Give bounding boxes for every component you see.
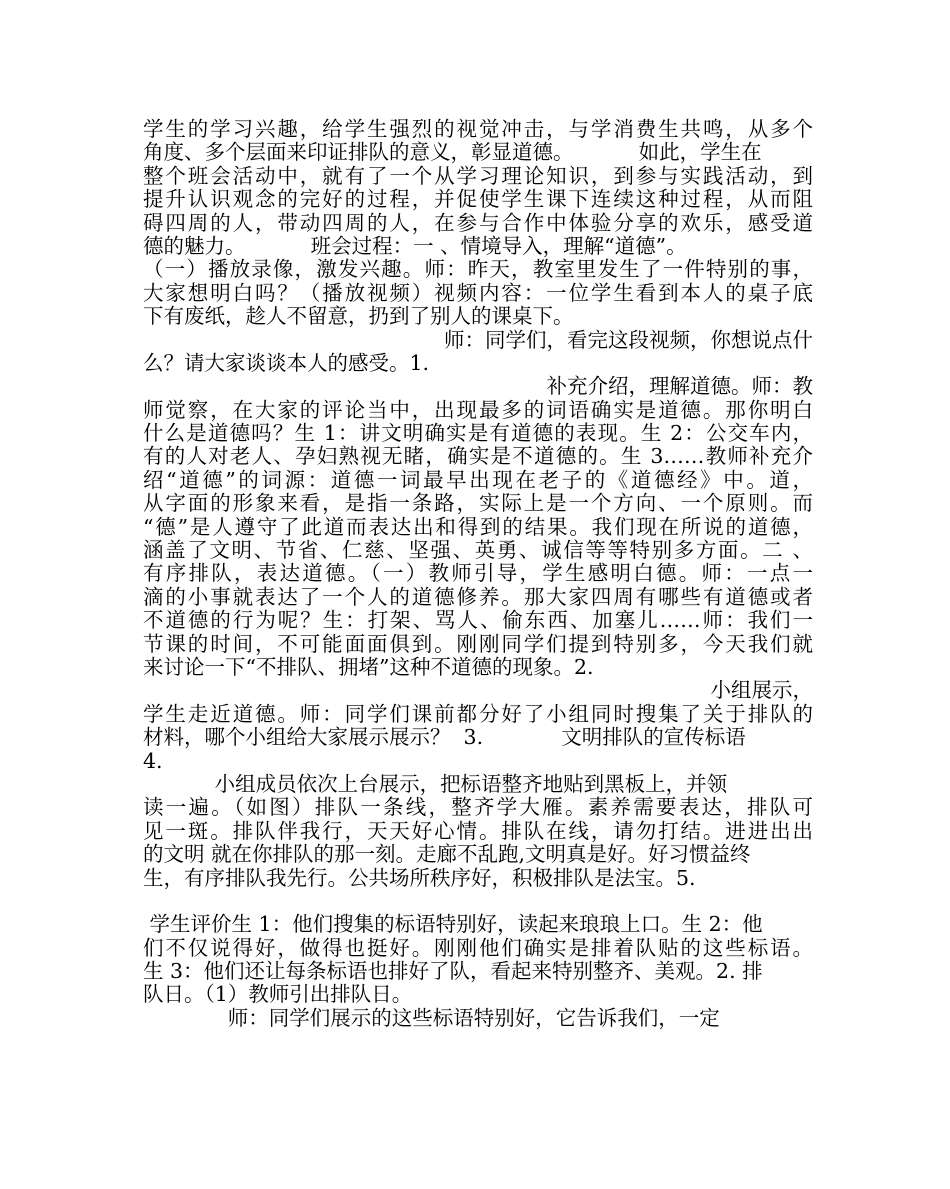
text-line: 小组成员依次上台展示，把标语整齐地贴到黑板上，并领 [143,771,728,796]
text-line: 队日。（1）教师引出排队日。 [143,982,413,1007]
text-line: 什么是道德吗？生 1：讲文明确实是有道德的表现。生 2：公交车内， [143,421,813,446]
text-line: 角度、多个层面来印证排队的意义，彰显道德。 如此，学生在 [143,140,762,165]
text-line: 材料，哪个小组给大家展示展示？ 3. 文明排队的宣传标语 [143,725,746,750]
text-line: 补充介绍，理解道德。师：教 [546,374,813,399]
text-line: 生，有序排队我先行。公共场所秩序好，积极排队是法宝。5. [143,865,696,890]
text-line: 师：同学们展示的这些标语特别好，它告诉我们，一定 [143,1005,720,1030]
text-line: 不道德的行为呢？生：打架、骂人、偷东西、加塞儿……师：我们一 [143,608,813,633]
text-line: 滴的小事就表达了一个人的道德修养。那大家四周有哪些有道德或者 [143,584,813,609]
text-line: “德”是人遵守了此道而表达出和得到的结果。我们现在所说的道德， [143,514,813,539]
text-line: 有序排队，表达道德。（一）教师引导，学生感明白德。师：一点一 [143,561,813,586]
text-line: （一）播放录像，激发兴趣。师：昨天，教室里发生了一件特别的事， [143,257,813,282]
text-line: 小组展示， [710,678,813,703]
text-line: 涵盖了文明、节省、仁慈、坚强、英勇、诚信等等特别多方面。二 、 [143,538,813,563]
text-line: 节课的时间，不可能面面俱到。刚刚同学们提到特别多，今天我们就 [143,631,813,656]
text-line: 有的人对老人、孕妇熟视无睹，确实是不道德的。生 3……教师补充介 [143,444,813,469]
text-line: 见一斑。排队伴我行，天天好心情。排队在线，请勿打结。进进出出 [143,818,813,843]
text-line: 大家想明白吗？（播放视频）视频内容：一位学生看到本人的桌子底 [143,280,813,305]
text-line: 学生走近道德。师：同学们课前都分好了小组同时搜集了关于排队的 [143,701,813,726]
body-text [143,118,813,1030]
text-line: 么？请大家谈谈本人的感受。1. [143,350,430,375]
text-line: 的文明 就在你排队的那一刻。走廊不乱跑,文明真是好。好习惯益终 [143,842,751,867]
text-line: 4. [143,748,163,773]
text-line: 下有废纸，趁人不留意，扔到了别人的课桌下。 [143,304,574,329]
text-line: 读一遍。（如图）排队一条线，整齐学大雁。素养需要表达，排队可 [143,795,813,820]
text-line: 师：同学们，看完这段视频，你想说点什 [444,327,813,352]
text-line: 德的魅力。 班会过程：一 、情境导入，理解“道德”。 [143,233,687,258]
text-line: 碍四周的人，带动四周的人，在参与合作中体验分享的欢乐，感受道 [143,210,813,235]
text-line: 学生的学习兴趣，给学生强烈的视觉冲击，与学消费生共鸣，从多个 [143,117,813,141]
blank-line [143,890,813,913]
text-line: 师觉察，在大家的评论当中，出现最多的词语确实是道德。那你明白 [143,397,813,422]
text-line: 整个班会活动中，就有了一个从学习理论知识，到参与实践活动，到 [143,163,813,188]
text-line: 来讨论一下“不排队、拥堵”这种不道德的现象。2. [143,654,594,679]
text-line: 从字面的形象来看，是指一条路，实际上是一个方向、一个原则。而 [143,491,813,516]
text-line: 提升认识观念的完好的过程，并促使学生课下连续这种过程，从而阻 [143,187,813,212]
text-line: 学生评价生 1：他们搜集的标语特别好，读起来琅琅上口。生 2：他 [143,912,763,937]
text-line: 生 3：他们还让每条标语也排好了队，看起来特别整齐、美观。2. 排 [143,959,763,984]
text-line: 们不仅说得好，做得也挺好。刚刚他们确实是排着队贴的这些标语。 [143,935,813,960]
text-line: 绍“道德”的词源：道德一词最早出现在老子的《道德经》中。道， [143,467,813,492]
